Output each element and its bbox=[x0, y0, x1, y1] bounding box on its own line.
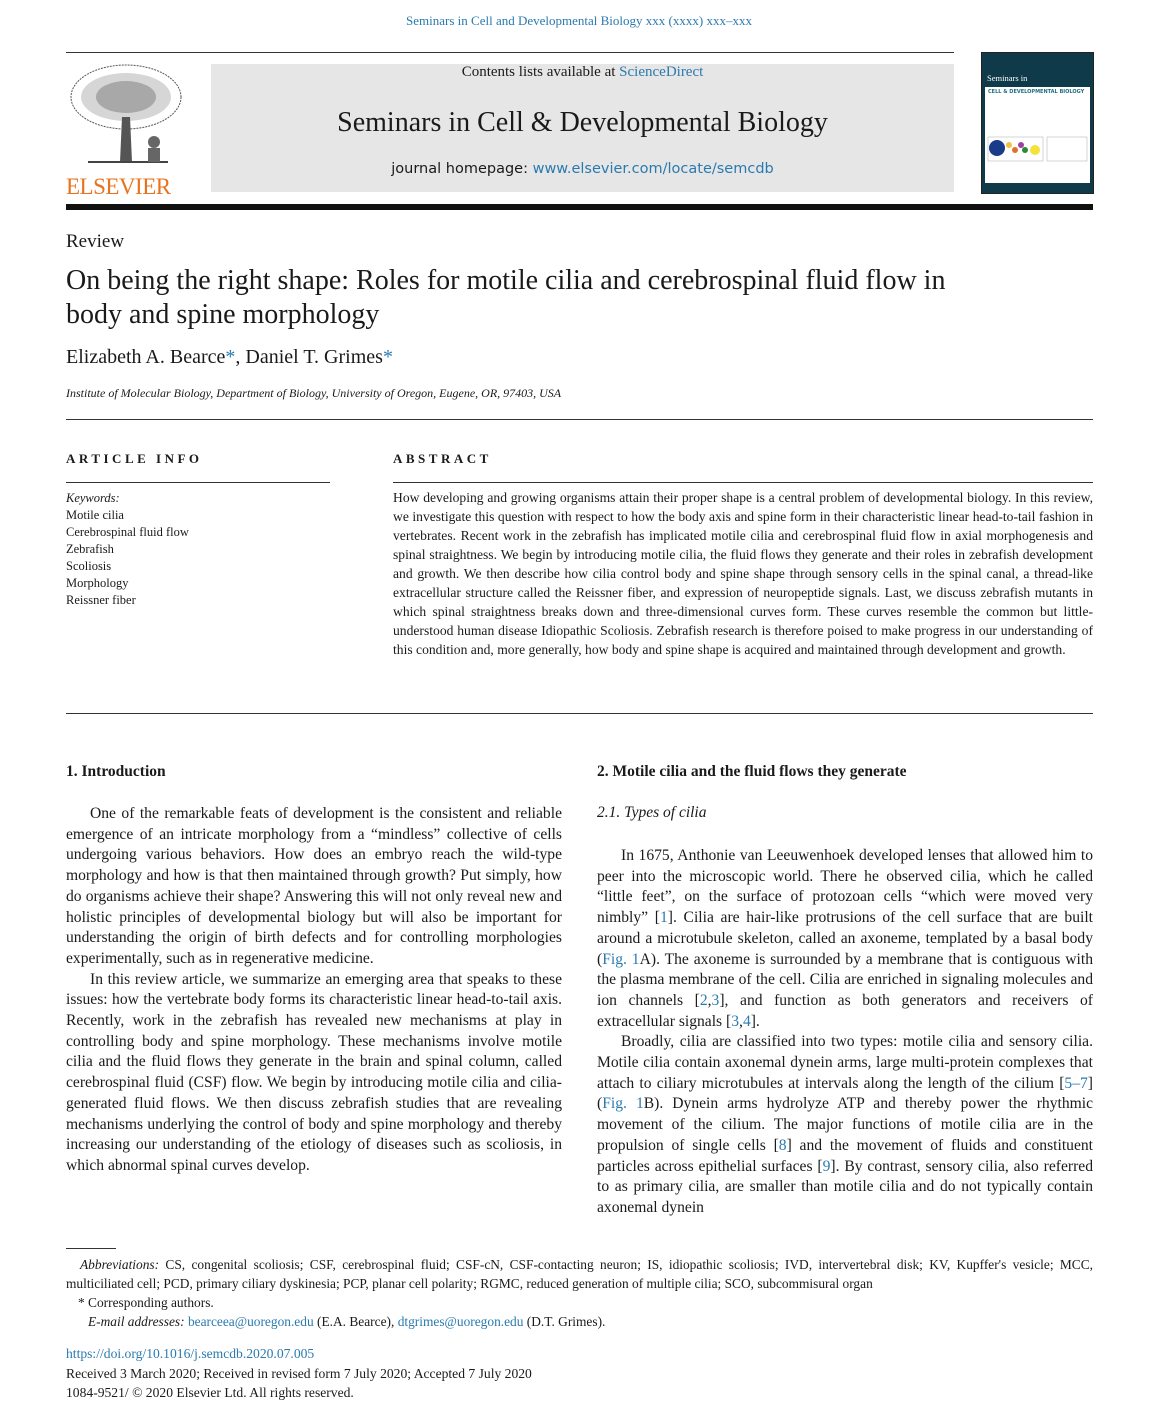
divider bbox=[66, 713, 1093, 714]
doi-link[interactable]: https://doi.org/10.1016/j.semcdb.2020.07.005 bbox=[66, 1346, 315, 1361]
citation-link[interactable]: 9 bbox=[822, 1157, 831, 1175]
affiliation: Institute of Molecular Biology, Department of Biology, University of Oregon, Eugene, OR, 97403, USA bbox=[66, 386, 562, 400]
author-name: Daniel T. Grimes bbox=[245, 346, 383, 368]
citation-link[interactable]: 3 bbox=[711, 991, 720, 1009]
keywords bbox=[66, 490, 189, 609]
email-owner: (E.A. Bearce), bbox=[313, 1314, 398, 1329]
paragraph-text: ] ( bbox=[597, 1074, 1093, 1113]
paragraph bbox=[597, 1032, 1093, 1218]
keyword: Scoliosis bbox=[66, 559, 112, 573]
abbreviations-text: CS, congenital scoliosis; CSF, cerebrospinal fluid; CSF-cN, CSF-contacting neuron; IS, idiopathic scoliosis; IVD, intervertebral disk; KV, Kupffer's vesicle; MCC, multiciliated cell; PCD, primary ciliary dyskinesia; PCP, planar cell polarity; RGMC, reduced generation of multiple cilia; SCO, subcommisural organ bbox=[66, 1257, 1093, 1291]
citation-link[interactable]: 8 bbox=[778, 1136, 787, 1154]
email-owner: (D.T. Grimes). bbox=[523, 1314, 606, 1329]
citation-link[interactable]: 4 bbox=[742, 1012, 751, 1030]
footnote-divider bbox=[66, 1248, 116, 1249]
paragraph-text: , bbox=[739, 1012, 743, 1030]
article-title: On being the right shape: Roles for motile cilia and cerebrospinal fluid flow in body and spine morphology bbox=[66, 265, 946, 330]
types-of-cilia-body bbox=[597, 846, 1093, 1219]
author-name: Elizabeth A. Bearce bbox=[66, 346, 226, 368]
email-link[interactable]: bearceea@uoregon.edu bbox=[187, 1314, 314, 1329]
corresponding-mark[interactable]: * bbox=[225, 346, 236, 368]
keyword: Zebrafish bbox=[66, 542, 114, 556]
introduction-body bbox=[66, 804, 562, 1177]
corresponding-note: * Corresponding authors. bbox=[78, 1295, 214, 1310]
header-bar bbox=[66, 204, 1093, 210]
journal-homepage-link[interactable]: www.elsevier.com/locate/semcdb bbox=[532, 161, 774, 177]
corresponding-mark[interactable]: * bbox=[382, 346, 393, 368]
keyword: Morphology bbox=[66, 576, 129, 590]
article-meta bbox=[66, 1344, 532, 1403]
citation-link[interactable]: 3 bbox=[731, 1012, 740, 1030]
paragraph-text: Broadly, cilia are classified into two types: motile cilia and sensory cilia. Motile cilia contain axonemal dynein arms, large multi-protein complexes that attach to ciliary microtubules at intervals along the length of the cilium [ bbox=[597, 1033, 1093, 1092]
cover-subtitle: CELL & DEVELOPMENTAL BIOLOGY bbox=[988, 89, 1085, 95]
email-link[interactable]: dtgrimes@uoregon.edu bbox=[397, 1314, 524, 1329]
cover-title: Seminars in bbox=[987, 73, 1028, 83]
abbreviations-label: Abbreviations: bbox=[80, 1257, 160, 1272]
divider bbox=[66, 482, 330, 483]
keyword: Cerebrospinal fluid flow bbox=[66, 525, 189, 539]
elsevier-tree-icon bbox=[68, 62, 184, 167]
author-list: Elizabeth A. Bearce*, Daniel T. Grimes* bbox=[66, 346, 393, 368]
journal-cover[interactable] bbox=[981, 52, 1094, 194]
paragraph-text: ]. By contrast, sensory cilia, also referred to as primary cilia, are smaller than motile cilia and do not typically contain axonemal dynein bbox=[597, 1157, 1093, 1216]
abstract-heading: ABSTRACT bbox=[393, 451, 492, 466]
citation-link[interactable]: 1 bbox=[659, 909, 668, 927]
publisher-name: ELSEVIER bbox=[66, 174, 171, 199]
citation-link[interactable]: Fig. 1 bbox=[602, 1095, 644, 1113]
citation-link[interactable]: 5–7 bbox=[1064, 1074, 1088, 1092]
elsevier-logo bbox=[66, 62, 186, 197]
section-heading-motile-cilia: 2. Motile cilia and the fluid flows they generate bbox=[597, 763, 907, 780]
keyword: Motile cilia bbox=[66, 508, 124, 522]
cover-figure-icon bbox=[985, 133, 1090, 173]
divider bbox=[66, 52, 954, 53]
journal-title: Seminars in Cell & Developmental Biology bbox=[337, 107, 828, 138]
keyword: Reissner fiber bbox=[66, 593, 136, 607]
abstract-text: How developing and growing organisms attain their proper shape is a central problem of developmental biology. In this review, we investigate this question with respect to how the body axis and spine form in their characteristic linear head-to-tail fashion in vertebrates. Recent work in the zebrafish has implicated motile cilia and cerebrospinal fluid flow in axial morphogenesis and spinal straightness. We begin by introducing motile cilia, the fluid flows they generate and their roles in zebrafish development and growth. We then describe how cilia control body and spine shape through sensory cells in the spinal canal, a thread-like extracellular structure called the Reissner fiber, and expression of neuropeptide signals. Last, we discuss zebrafish mutants in which spinal straightness breaks down and three-dimensional curves form. These curves resemble the common but little-understood human disease Idiopathic Scoliosis. Zebrafish research is therefore poised to make progress in our understanding of this condition and, more generally, how body and spine shape is acquired and maintained through development and growth. bbox=[393, 490, 1093, 657]
paragraph-text: B). Dynein arms hydrolyze ATP and thereby power the rhythmic movement of the cilium. The major functions of motile cilia are in the propulsion of single cells [ bbox=[597, 1095, 1094, 1154]
paragraph bbox=[597, 846, 1093, 1032]
running-head[interactable]: Seminars in Cell and Developmental Biology xxx (xxxx) xxx–xxx bbox=[406, 13, 752, 28]
divider bbox=[393, 482, 1093, 483]
copyright: 1084-9521/ © 2020 Elsevier Ltd. All rights reserved. bbox=[66, 1385, 354, 1400]
paragraph-text: ]. Cilia are hair-like protrusions of the cell surface that are built around a microtubule skeleton, called an axoneme, templated by a basal body ( bbox=[597, 909, 1093, 968]
paragraph-text: ]. bbox=[750, 1012, 760, 1030]
sciencedirect-link[interactable]: ScienceDirect bbox=[619, 64, 704, 80]
paragraph-text: In this review article, we summarize an emerging area that speaks to these issues: how the vertebrate body forms its characteristic linear head-to-tail axis. Recently, work in the zebrafish has revealed new mechanisms at play in controlling body and spine morphology. These mechanisms involve motile cilia and the fluid flows they generate in the brain and spinal column, called cerebrospinal fluid (CSF) flow. We begin by introducing motile cilia and cilia-generated fluid flows. We then discuss zebrafish studies that are revealing mechanisms underlying the control of body and spine morphology and thereby increasing our understanding of the etiology of diseases such as scoliosis, in which abnormal spinal curves develop. bbox=[66, 970, 562, 1174]
paragraph-text: ], and function as both generators and receivers of extracellular signals [ bbox=[597, 991, 1093, 1030]
paragraph-text: A). The axoneme is surrounded by a membrane that is contiguous with the plasma membrane of the cell. Cilia are enriched in signaling molecules and ion channels [ bbox=[597, 950, 1093, 1009]
article-history: Received 3 March 2020; Received in revised form 7 July 2020; Accepted 7 July 2020 bbox=[66, 1365, 532, 1381]
keywords-label: Keywords: bbox=[66, 491, 120, 505]
article-info-heading: ARTICLE INFO bbox=[66, 451, 203, 466]
subsection-heading-types-of-cilia: 2.1. Types of cilia bbox=[597, 804, 707, 821]
paragraph-text: In 1675, Anthonie van Leeuwenhoek developed lenses that allowed him to peer into the microscopic world. There he observed cilia, which he called “little feet”, on the surface of protozoan cells “which were moved very nimbly” [ bbox=[597, 847, 1093, 927]
contents-label: Contents lists available at bbox=[461, 64, 620, 80]
citation-link[interactable]: Fig. 1 bbox=[602, 950, 640, 968]
paragraph bbox=[66, 804, 562, 970]
paragraph-text: One of the remarkable feats of development is the consistent and reliable emergence of an intricate morphology from a “mindless” collective of cells undergoing various behaviors. How does an embryo reach the wild-type morphology and how is that then maintained through growth? Put simply, how do organisms achieve their shape? Answering this will not only reveal new and holistic principles of developmental biology but will also be important for understanding the origin of birth defects and for controlling morphologies experimentally, such as in regenerative medicine. bbox=[66, 805, 562, 967]
paragraph-text: , bbox=[707, 991, 712, 1009]
paragraph bbox=[66, 970, 562, 1177]
homepage-label: journal homepage: bbox=[391, 161, 533, 177]
citation-link[interactable]: 2 bbox=[699, 991, 708, 1009]
email-label: E-mail addresses: bbox=[88, 1314, 185, 1329]
divider bbox=[66, 419, 1093, 420]
section-heading-introduction: 1. Introduction bbox=[66, 763, 166, 780]
article-type: Review bbox=[66, 231, 125, 252]
footnotes bbox=[66, 1255, 1093, 1331]
paragraph-text: ] and the movement of fluids and constituent particles across epithelial surfaces [ bbox=[597, 1136, 1094, 1175]
journal-banner bbox=[211, 64, 954, 192]
